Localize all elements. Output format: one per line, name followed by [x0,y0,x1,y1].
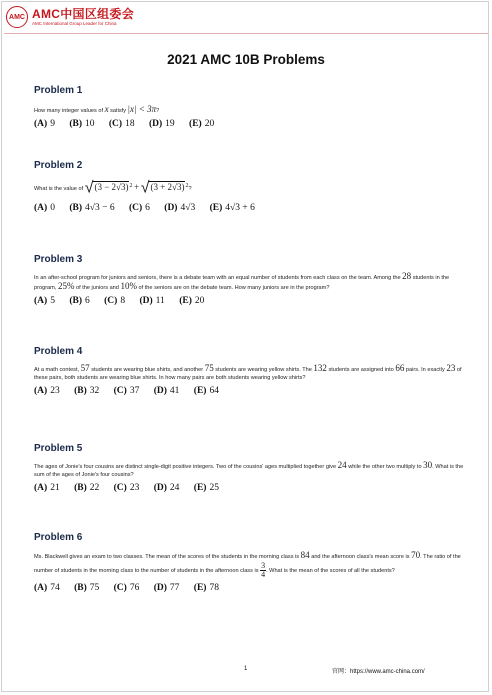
choice-e: (E) 4√3 + 6 [209,202,255,213]
choice-a: (A) 9 [34,119,55,129]
choice-b: (B) 4√3 − 6 [69,202,115,213]
problem-text: What is the value of $√(3 - 2√3)^2 + √(3 + 2√3)^2$? [34,176,466,199]
answer-choices [34,296,466,306]
choice-e: (E) 78 [193,583,219,593]
answer-choices [34,583,466,593]
problem-5 [34,443,466,493]
page-title: 2021 AMC 10B Problems [167,52,325,67]
website-link[interactable]: 官网：https://www.amc-china.com/ [332,669,425,675]
choice-d: (D) 4√3 [164,202,196,213]
choice-c: (C) 6 [128,202,150,213]
choice-a: (A) 0 [34,202,55,213]
choice-e: (E) 25 [193,483,219,493]
answer-choices [34,119,466,129]
logo-name: AMC中国区组委会 [32,6,135,21]
amc-china-logo [6,6,134,28]
choice-a: (A) 23 [34,386,60,396]
page-number: 1 [244,666,248,672]
problem-heading: Problem 1 [34,85,83,96]
answer-choices [34,483,466,493]
choice-a: (A) 21 [34,483,60,493]
problem-6 [34,532,466,593]
problem-3 [34,254,466,306]
choice-b: (B) 10 [69,119,95,129]
choice-a: (A) 5 [34,296,55,306]
answer-choices [34,203,466,213]
problem-1 [34,85,466,129]
choice-c: (C) 23 [113,483,140,493]
choice-d: (D) 19 [148,119,175,129]
choice-b: (B) 22 [74,483,100,493]
choice-d: (D) 11 [139,296,165,306]
choice-e: (E) 64 [193,386,219,396]
problem-text: Ms. Blackwell gives an exam to two classes. The mean of the scores of the students in the morning class is 84 and the afternoon class's mean score is 70. The ratio of the number of students in the morning class to the number of students in the afternoon class is $\frac{3}{4}$ . What is the mean of the scores of all the students? [34,550,461,579]
choice-c: (C) 37 [113,386,140,396]
choice-c: (C) 8 [104,296,126,306]
problem-text: How many integer values of x satisfy |x| < 3π? [34,104,160,114]
answer-choices [34,386,466,396]
choice-a: (A) 74 [34,583,60,593]
problem-heading: Problem 4 [34,346,83,357]
logo-subtitle: AMC International Group Leader for China [32,20,117,26]
choice-e: (E) 20 [189,119,215,129]
problem-text: The ages of Jonie's four cousins are distinct single-digit positive integers. Two of the cousins' ages multiplied together give 24 while the other two multiply to 30. What is the sum of the ages of Jonie's four cousins? [34,460,464,478]
problem-heading: Problem 2 [34,160,83,171]
problem-heading: Problem 5 [34,443,83,454]
fraction: $\frac{3}{4}$ [261,561,266,579]
logo-emblem-icon: AMC [6,6,28,28]
choice-e: (E) 20 [179,296,205,306]
choice-d: (D) 41 [153,386,180,396]
choice-c: (C) 18 [108,119,135,129]
choice-d: (D) 77 [153,583,180,593]
problem-2 [34,160,466,213]
sqrt-expression-1: $√(3 - 2√3)^2$ [84,179,133,197]
choice-b: (B) 75 [74,583,100,593]
logo-text [32,8,134,27]
problem-text: At a math contest, 57 students are wearing blue shirts, and another 75 students are wearing yellow shirts. The 132 students are assigned into 66 pairs. In exactly 23 of these pairs, both students are wearing blue shirts. In how many pairs are both students wearing yellow shirts? [34,363,462,381]
header-divider [4,33,488,34]
choice-b: (B) 6 [69,296,90,306]
problem-heading: Problem 3 [34,254,83,265]
problem-4 [34,346,466,396]
choice-b: (B) 32 [74,386,100,396]
problem-text: In an after-school program for juniors and seniors, there is a debate team with an equal number of students from each class on the team. Among the 28 students in the program, 25% of the juniors and 10% of the seniors are on the debate team. How many juniors are in the program? [34,271,450,291]
sqrt-expression-2: $√(3 + 2√3)^2$ [140,179,189,197]
problem-heading: Problem 6 [34,532,83,543]
choice-c: (C) 76 [113,583,140,593]
choice-d: (D) 24 [153,483,180,493]
